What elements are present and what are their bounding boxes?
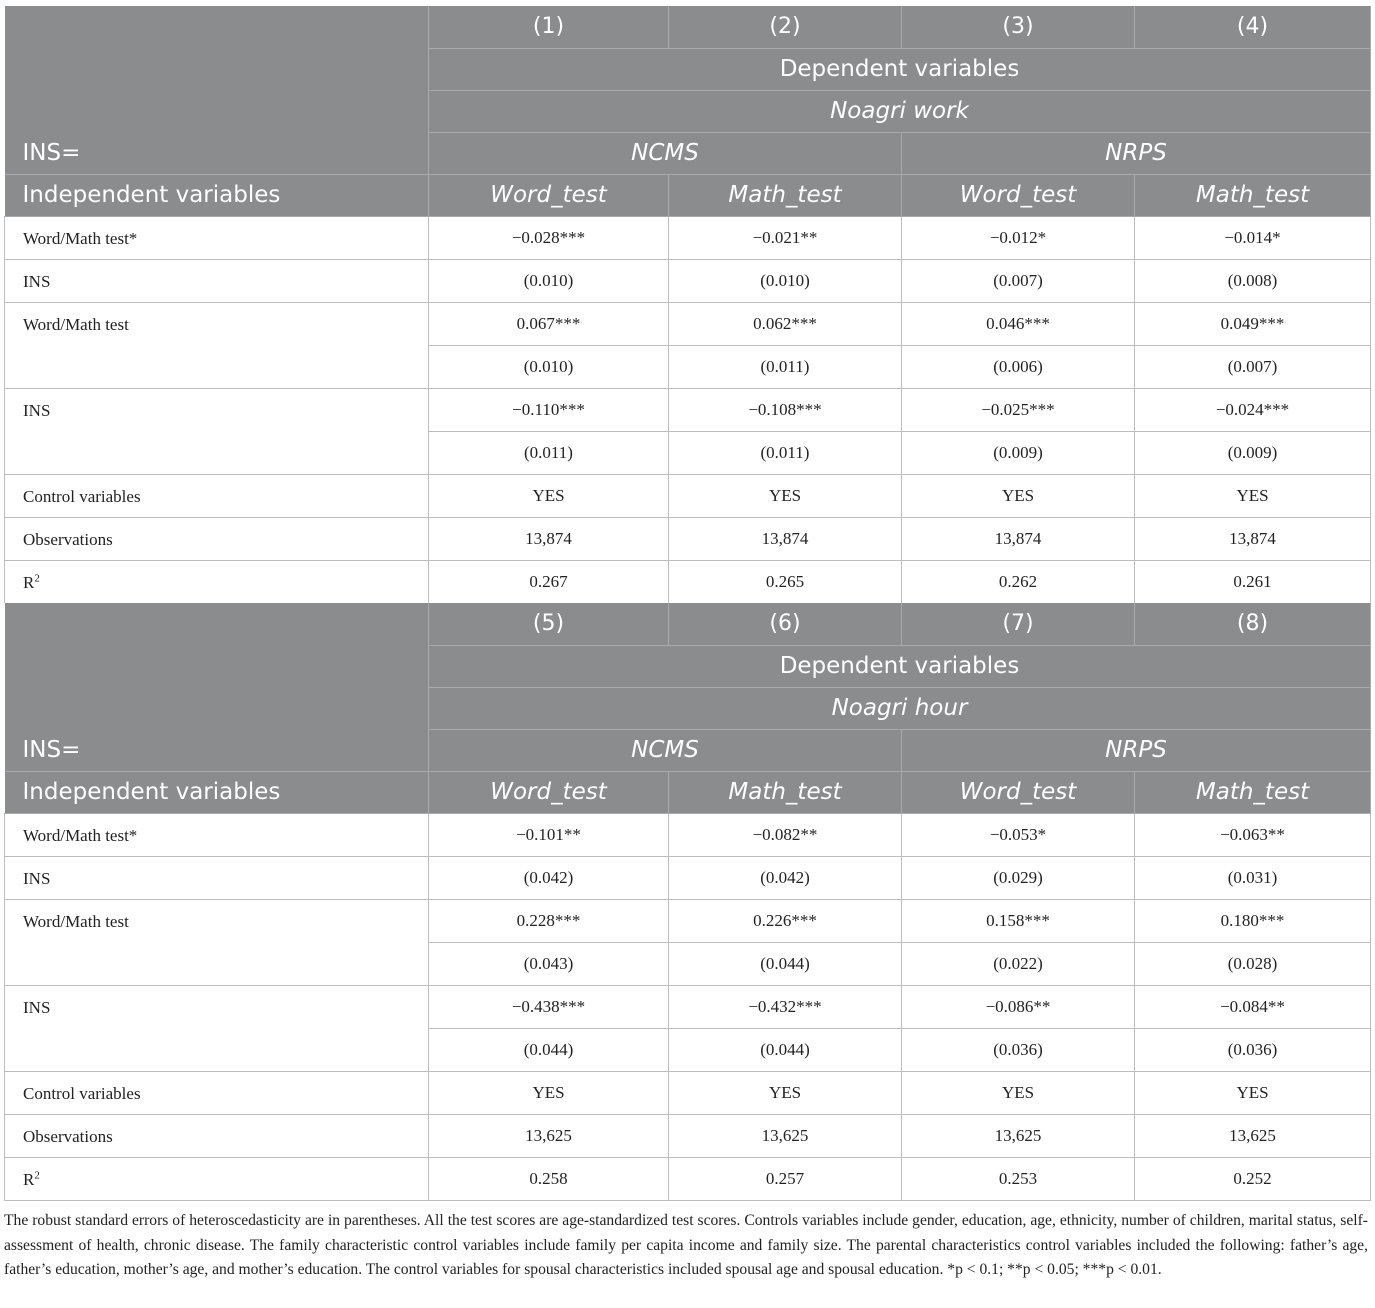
value-cell: 13,625 xyxy=(429,1114,669,1157)
row-label: INS xyxy=(5,856,429,899)
regression-table xyxy=(4,6,1370,1201)
coef-cell: −0.432*** xyxy=(669,985,902,1028)
row-label xyxy=(5,560,429,603)
column-number: (1) xyxy=(429,6,669,48)
coef-cell: −0.012* xyxy=(902,216,1135,259)
ins-label: INS= xyxy=(5,729,429,771)
se-cell: (0.044) xyxy=(669,1028,902,1071)
column-number: (6) xyxy=(669,603,902,645)
dependent-variable-name: Noagri hour xyxy=(429,687,1371,729)
table-row xyxy=(5,985,1371,1028)
value-cell: 0.258 xyxy=(429,1157,669,1200)
test-header: Math_test xyxy=(1135,174,1371,216)
se-cell: (0.011) xyxy=(429,431,669,474)
table-row xyxy=(5,388,1371,431)
row-label: INS xyxy=(5,259,429,302)
table-row xyxy=(5,517,1371,560)
test-header: Math_test xyxy=(669,174,902,216)
se-cell: (0.009) xyxy=(1135,431,1371,474)
coef-cell: 0.049*** xyxy=(1135,302,1371,345)
ins-group-ncms: NCMS xyxy=(429,132,902,174)
value-cell: YES xyxy=(669,1071,902,1114)
r2-label: R xyxy=(23,572,35,592)
coef-cell: −0.082** xyxy=(669,813,902,856)
table-row xyxy=(5,259,1371,302)
row-label: INS xyxy=(5,388,429,474)
value-cell: 0.267 xyxy=(429,560,669,603)
ins-group-row xyxy=(5,132,1371,174)
row-label: Observations xyxy=(5,1114,429,1157)
coef-cell: −0.021** xyxy=(669,216,902,259)
row-label: Observations xyxy=(5,517,429,560)
se-cell: (0.009) xyxy=(902,431,1135,474)
value-cell: 0.257 xyxy=(669,1157,902,1200)
coef-cell: 0.067*** xyxy=(429,302,669,345)
ins-label: INS= xyxy=(5,132,429,174)
table-row xyxy=(5,302,1371,345)
ins-group-ncms: NCMS xyxy=(429,729,902,771)
value-cell: YES xyxy=(1135,1071,1371,1114)
coef-cell: 0.226*** xyxy=(669,899,902,942)
table-row xyxy=(5,1157,1371,1200)
column-number-row xyxy=(5,6,1371,48)
test-header: Math_test xyxy=(669,771,902,813)
se-cell: (0.042) xyxy=(429,856,669,899)
value-cell: 13,625 xyxy=(669,1114,902,1157)
se-cell: (0.042) xyxy=(669,856,902,899)
value-cell: YES xyxy=(429,1071,669,1114)
coef-cell: 0.228*** xyxy=(429,899,669,942)
coef-cell: 0.046*** xyxy=(902,302,1135,345)
row-label: Word/Math test xyxy=(5,899,429,985)
coef-cell: −0.108*** xyxy=(669,388,902,431)
se-cell: (0.022) xyxy=(902,942,1135,985)
value-cell: 0.252 xyxy=(1135,1157,1371,1200)
row-label: Word/Math test* xyxy=(5,216,429,259)
test-header: Word_test xyxy=(902,174,1135,216)
coef-cell: −0.028*** xyxy=(429,216,669,259)
value-cell: 0.253 xyxy=(902,1157,1135,1200)
test-header: Math_test xyxy=(1135,771,1371,813)
se-cell: (0.006) xyxy=(902,345,1135,388)
coef-cell: 0.180*** xyxy=(1135,899,1371,942)
se-cell: (0.029) xyxy=(902,856,1135,899)
row-label xyxy=(5,1157,429,1200)
test-header: Word_test xyxy=(429,771,669,813)
table-row xyxy=(5,474,1371,517)
column-number: (8) xyxy=(1135,603,1371,645)
value-cell: 13,874 xyxy=(669,517,902,560)
row-label: Word/Math test xyxy=(5,302,429,388)
value-cell: YES xyxy=(1135,474,1371,517)
r2-superscript: 2 xyxy=(34,571,40,584)
coef-cell: −0.024*** xyxy=(1135,388,1371,431)
value-cell: YES xyxy=(429,474,669,517)
se-cell: (0.010) xyxy=(669,259,902,302)
se-cell: (0.011) xyxy=(669,345,902,388)
coef-cell: −0.063** xyxy=(1135,813,1371,856)
dependent-variables-label: Dependent variables xyxy=(429,48,1371,90)
column-number: (4) xyxy=(1135,6,1371,48)
value-cell: YES xyxy=(902,474,1135,517)
value-cell: 13,874 xyxy=(902,517,1135,560)
value-cell: 13,874 xyxy=(1135,517,1371,560)
value-cell: 0.262 xyxy=(902,560,1135,603)
se-cell: (0.044) xyxy=(669,942,902,985)
coef-cell: 0.158*** xyxy=(902,899,1135,942)
test-header: Word_test xyxy=(902,771,1135,813)
table-row xyxy=(5,216,1371,259)
se-cell: (0.011) xyxy=(669,431,902,474)
se-cell: (0.044) xyxy=(429,1028,669,1071)
r2-superscript: 2 xyxy=(34,1168,40,1181)
table-row xyxy=(5,560,1371,603)
se-cell: (0.010) xyxy=(429,259,669,302)
test-header-row xyxy=(5,771,1371,813)
se-cell: (0.007) xyxy=(902,259,1135,302)
se-cell: (0.036) xyxy=(1135,1028,1371,1071)
table-row xyxy=(5,813,1371,856)
value-cell: YES xyxy=(669,474,902,517)
se-cell: (0.010) xyxy=(429,345,669,388)
test-header-row xyxy=(5,174,1371,216)
coef-cell: −0.101** xyxy=(429,813,669,856)
independent-variables-label: Independent variables xyxy=(5,771,429,813)
value-cell: 0.261 xyxy=(1135,560,1371,603)
table-row xyxy=(5,856,1371,899)
value-cell: YES xyxy=(902,1071,1135,1114)
coef-cell: −0.014* xyxy=(1135,216,1371,259)
r2-label: R xyxy=(23,1169,35,1189)
se-cell: (0.043) xyxy=(429,942,669,985)
coef-cell: −0.086** xyxy=(902,985,1135,1028)
coef-cell: −0.110*** xyxy=(429,388,669,431)
column-number-row xyxy=(5,603,1371,645)
coef-cell: −0.053* xyxy=(902,813,1135,856)
results-table xyxy=(4,6,1371,1201)
header-blank-cell xyxy=(5,603,429,729)
value-cell: 0.265 xyxy=(669,560,902,603)
column-number: (2) xyxy=(669,6,902,48)
column-number: (3) xyxy=(902,6,1135,48)
coef-cell: 0.062*** xyxy=(669,302,902,345)
se-cell: (0.008) xyxy=(1135,259,1371,302)
table-row xyxy=(5,899,1371,942)
test-header: Word_test xyxy=(429,174,669,216)
se-cell: (0.007) xyxy=(1135,345,1371,388)
value-cell: 13,625 xyxy=(902,1114,1135,1157)
table-row xyxy=(5,1071,1371,1114)
row-label: Control variables xyxy=(5,474,429,517)
value-cell: 13,625 xyxy=(1135,1114,1371,1157)
table-row xyxy=(5,1114,1371,1157)
header-blank-cell xyxy=(5,6,429,132)
ins-group-nrps: NRPS xyxy=(902,132,1371,174)
row-label: Word/Math test* xyxy=(5,813,429,856)
table-footnote: The robust standard errors of heteroscedasticity are in parentheses. All the test scores are age-standardized test scores. Controls variables include gender, education, age, ethnicity, number of children, marital status, self-assessment of health, chronic disease. The family characteristic control variables include family per capita income and family size. The parental characteristics control variables included the following: father’s age, father’s education, mother’s age, and mother’s education. The control variables for spousal characteristics included spousal age and spousal education. *p < 0.1; **p < 0.05; ***p < 0.01. xyxy=(4,1212,1368,1278)
row-label: INS xyxy=(5,985,429,1071)
coef-cell: −0.025*** xyxy=(902,388,1135,431)
se-cell: (0.036) xyxy=(902,1028,1135,1071)
column-number: (5) xyxy=(429,603,669,645)
coef-cell: −0.438*** xyxy=(429,985,669,1028)
se-cell: (0.031) xyxy=(1135,856,1371,899)
dependent-variable-name: Noagri work xyxy=(429,90,1371,132)
value-cell: 13,874 xyxy=(429,517,669,560)
se-cell: (0.028) xyxy=(1135,942,1371,985)
row-label: Control variables xyxy=(5,1071,429,1114)
coef-cell: −0.084** xyxy=(1135,985,1371,1028)
ins-group-nrps: NRPS xyxy=(902,729,1371,771)
independent-variables-label: Independent variables xyxy=(5,174,429,216)
ins-group-row xyxy=(5,729,1371,771)
column-number: (7) xyxy=(902,603,1135,645)
dependent-variables-label: Dependent variables xyxy=(429,645,1371,687)
